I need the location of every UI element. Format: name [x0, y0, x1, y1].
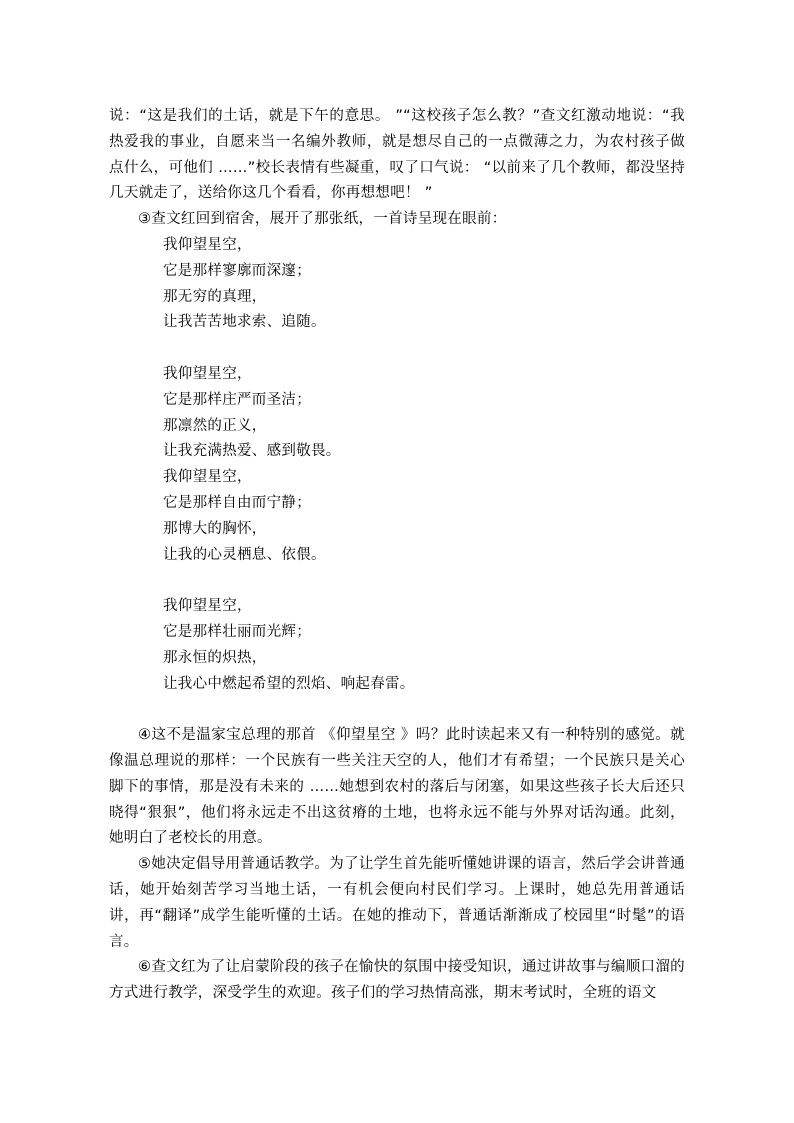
paragraph-3: ③查文红回到宿舍，展开了那张纸，一首诗呈现在眼前：: [138, 211, 507, 228]
document-page: [109, 104, 685, 1007]
paragraph-4: ④这不是温家宝总理的那首 《仰望星空 》吗？此时读起来又有一种特别的感觉。就像温总理说的那样：一个民族有一些关注天空的人，他们才有希望；一个民族只是关心脚下的事情，那是没有未来的 ……她想到农村的落后与闭塞，如果这些孩子长大后还只晓得“狠狠”，他们将永远走不出这贫瘠的土地，也将永远不能与外界对话沟通。此刻，她明白了老校长的用意。: [109, 727, 685, 847]
paragraph-5: ⑤她决定倡导用普通话教学。为了让学生首先能听懂她讲课的语言，然后学会讲普通话，她开始刻苦学习当地土话，一有机会便向村民们学习。上课时，她总先用普通话讲，再“翻译”成学生能听懂的土话。在她的推动下，普通话渐渐成了校园里“时髦”的语言。: [109, 856, 685, 950]
stanza-gap: [163, 336, 685, 362]
poem-stanza-1: [163, 233, 685, 336]
paragraph-6: ⑥查文红为了让启蒙阶段的孩子在愉快的氛围中接受知识，通过讲故事与编顺口溜的方式进行教学，深受学生的欢迎。孩子们的学习热情高涨，期末考试时，全班的语文: [109, 959, 685, 1002]
poem-stanza-3: [163, 594, 685, 697]
poem-stanza-2: [163, 362, 685, 568]
poem-line: 让我心中燃起希望的烈焰、响起春雷。: [163, 675, 415, 692]
poem-line: 它是那样壮丽而光辉；: [163, 623, 311, 640]
poem-line: 那凛然的正义，: [163, 417, 267, 434]
stanza-gap: [163, 568, 685, 594]
poem-line: 我仰望星空，: [163, 598, 252, 615]
poem-line: 让我苦苦地求索、追随。: [163, 314, 326, 331]
poem-looking-up-at-starry-sky: [109, 233, 685, 697]
poem-line: 让我的心灵栖息、依偎。: [163, 546, 326, 563]
poem-line: 那无穷的真理，: [163, 288, 267, 305]
poem-line: 我仰望星空，: [163, 469, 252, 486]
poem-line: 让我充满热爱、感到敬畏。: [163, 443, 341, 460]
section-gap: [109, 697, 685, 723]
poem-line: 那永恒的炽热，: [163, 649, 267, 666]
paragraph-2-continued: 说：“这是我们的土话，就是下午的意思。 ”“这校孩子怎么教？”查文红激动地说：“我热爱我的事业，自愿来当一名编外教师，就是想尽自己的一点微薄之力，为农村孩子做点什么，可他们 ……”校长表情有些凝重，叹了口气说： “以前来了几个教师，都没坚持几天就走了，送给你这几个看看，你再想想吧！ ”: [109, 108, 685, 202]
poem-line: 它是那样自由而宁静；: [163, 494, 311, 511]
poem-line: 它是那样庄严而圣洁；: [163, 391, 311, 408]
poem-line: 我仰望星空，: [163, 236, 252, 253]
poem-line: 我仰望星空，: [163, 365, 252, 382]
poem-line: 它是那样寥廓而深邃；: [163, 262, 311, 279]
poem-line: 那博大的胸怀，: [163, 520, 267, 537]
